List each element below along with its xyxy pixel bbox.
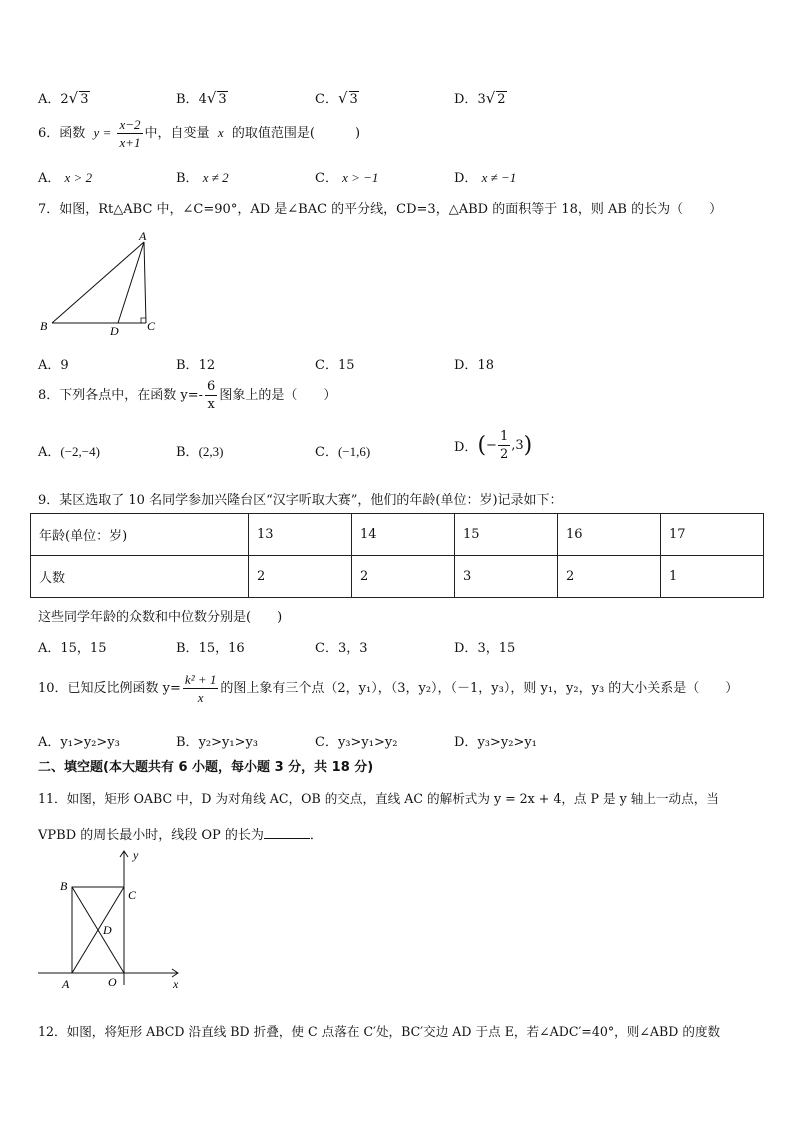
q11-stem-line2: VPBD 的周长最小时，线段 OP 的长为 ． [38,828,323,843]
q9-option-d: D．3，15 [454,641,516,656]
q8-option-c: C．(−1,6) [315,444,371,460]
q11-label-d: D [103,923,112,937]
q11-label-y: y [133,848,139,862]
q6-option-d: D． x ≠ −1 [454,170,517,186]
q7-side-ac [144,242,146,323]
q10-option-a: A．y₁>y₂>y₃ [38,735,120,750]
q11-rectangle-figure [30,845,190,995]
q8-fraction: $\frac{6}{x}$ [207,379,216,412]
q8-option-b: B．(2,3) [176,444,224,460]
q10-option-c: C．y₃>y₁>y₂ [315,735,398,750]
q7-bisector-ad [118,242,144,323]
q9-header-count: 人数 [31,556,249,598]
q7-side-ab [52,242,144,323]
q11-label-x: x [173,977,179,991]
q11-label-a: A [62,977,70,991]
q9-option-b: B．15，16 [176,641,245,656]
q9-age-cell: 16 [558,514,661,556]
table-row [31,514,764,556]
q12-stem: 12．如图，将矩形 ABCD 沿直线 BD 折叠，使 C 点落在 C′处，BC′交边 AD 于点 E，若∠ADC′=40°，则∠ABD 的度数 [38,1024,721,1039]
q7-right-angle-mark [141,318,146,323]
q6-option-b: B． x ≠ 2 [176,170,229,186]
q9-option-c: C．3，3 [315,641,368,656]
q7-option-a: A．9 [38,358,69,373]
q10-stem: 10．已知反比例函数 y= $\frac{\text{k² + 1}}{x}$ 的图上象有三个点（2，y₁），（3，y₂），（－1，y₃），则 y₁，y₂，y₃ 的大小关系是（ ） [38,672,739,705]
q7-option-d: D．18 [454,358,494,373]
q9-header-age: 年龄(单位：岁) [31,514,249,556]
table-row [31,556,764,598]
q7-triangle-figure [34,226,174,341]
q6-option-a: A． x > 2 [38,170,93,186]
q6-option-c: C． x > −1 [315,170,379,186]
q5-option-b: B．4√ 3 [176,89,227,107]
q10-fraction: $\frac{\text{k² + 1}}{x}$ [184,672,217,705]
q9-option-a: A．15，15 [38,641,107,656]
q9-count-cell: 1 [661,556,764,598]
q7-label-c: C [147,319,156,333]
q5-option-c: C．√ 3 [315,89,358,107]
q9-age-cell: 13 [249,514,352,556]
q9-question: 这些同学年龄的众数和中位数分别是( ) [38,610,283,625]
q6-fraction: $\frac{x-2}{x+1}$ [119,117,141,150]
q9-age-table [30,513,764,598]
q7-label-b: B [40,319,48,333]
q11-label-c: C [128,888,137,902]
q7-stem: 7．如图，Rt△ABC 中，∠C=90°，AD 是∠BAC 的平分线，CD=3，△ABD 的面积等于 18，则 AB 的长为（ ） [38,202,723,217]
q9-age-cell: 15 [455,514,558,556]
q9-count-cell: 3 [455,556,558,598]
q9-age-cell: 17 [661,514,764,556]
q11-answer-blank[interactable] [264,826,310,839]
q9-age-cell: 14 [352,514,455,556]
q7-label-d: D [110,324,119,338]
q9-count-cell: 2 [352,556,455,598]
q6-stem: 6．函数 y = $\frac{x-2}{x+1}$ 中，自变量 x 的取值范围是( ) [38,117,361,150]
q9-stem: 9．某区选取了 10 名同学参加兴隆台区“汉字听取大赛”，他们的年龄(单位：岁)记录如下： [38,493,563,508]
q7-option-b: B．12 [176,358,216,373]
q7-label-a: A [139,229,147,243]
q9-count-cell: 2 [249,556,352,598]
q11-label-o: O [108,975,117,989]
q5-option-d: D．3√ 2 [454,89,506,107]
q11-stem-line1: 11．如图，矩形 OABC 中，D 为对角线 AC，OB 的交点，直线 AC 的解析式为 y = 2x + 4，点 P 是 y 轴上一动点，当 [38,791,719,806]
q7-option-c: C．15 [315,358,355,373]
section2-heading: 二、填空题(本大题共有 6 小题，每小题 3 分，共 18 分) [38,760,374,775]
q10-option-b: B．y₂>y₁>y₃ [176,735,259,750]
q5-option-a: A．2√ 3 [38,89,89,107]
q10-option-d: D．y₃>y₂>y₁ [454,735,537,750]
q9-count-cell: 2 [558,556,661,598]
q8-stem: 8．下列各点中，在函数 y=- $\frac{6}{x}$ 图象上的是（ ） [38,379,337,412]
q11-label-b: B [60,879,68,893]
q8-option-a: A．(−2,−4) [38,444,100,460]
q8-option-d: D．(− $\frac{1}{2}$ ,3) [454,429,533,462]
